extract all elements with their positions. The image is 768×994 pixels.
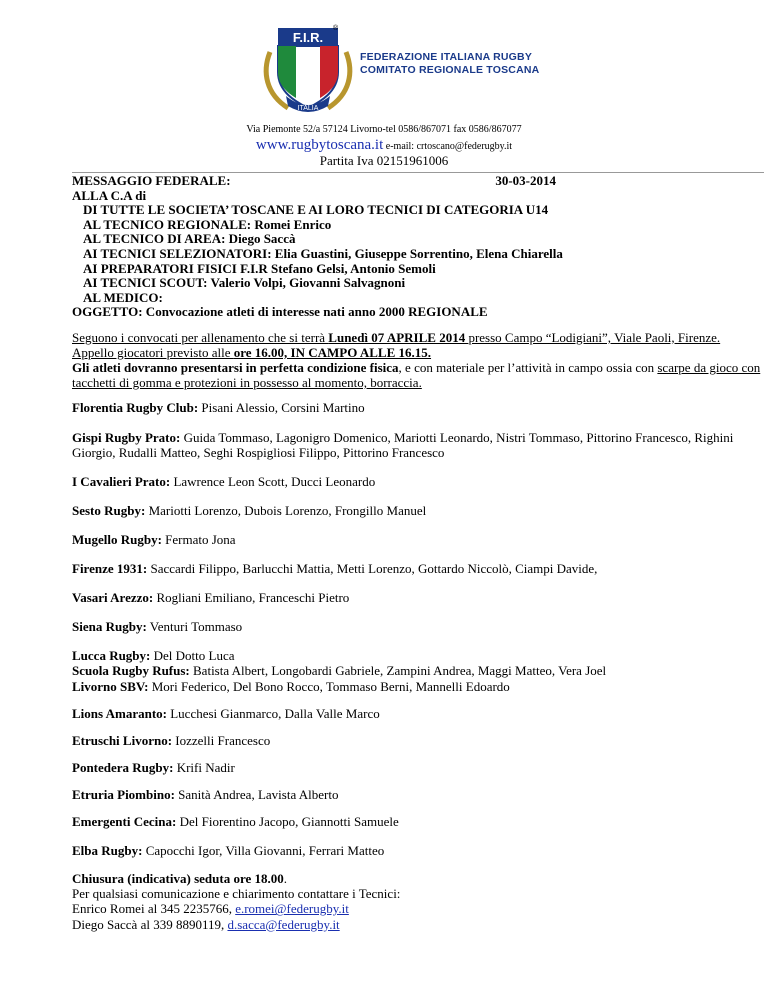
club-players: Saccardi Filippo, Barlucchi Mattia, Metti Lorenzo, Gottardo Niccolò, Ciampi Davide, [147,561,598,576]
club-players: Sanità Andrea, Lavista Alberto [174,787,339,802]
fir-shield-icon [258,22,358,114]
recipient-line: AI TECNICI SELEZIONATORI: Elia Guastini, Giuseppe Sorrentino, Elena Chiarella [83,245,563,261]
closing-time-text: Chiusura (indicativa) seduta ore 18.00 [72,871,284,886]
club-players: Iozzelli Francesco [172,733,271,748]
club-entry [72,619,762,634]
address-line: Via Piemonte 52/a 57124 Livorno-tel 0586/867071 fax 0586/867077 [246,124,522,135]
club-name: Livorno SBV: [72,679,149,694]
club-entry [72,430,762,460]
club-entry [72,706,762,721]
club-entry [72,400,762,415]
equipment-info [72,360,762,390]
intro-paragraph [72,330,762,390]
club-name: Sesto Rugby: [72,503,146,518]
club-name: Lions Amaranto: [72,706,167,721]
club-entry [72,503,762,518]
club-name: Etruschi Livorno: [72,733,173,748]
club-name: Firenze 1931: [72,561,148,576]
closing-period: . [283,871,287,886]
club-entry [72,733,762,748]
recipient-line: DI TUTTE LE SOCIETA’ TOSCANE E AI LORO TECNICI DI CATEGORIA U14 [83,202,549,218]
message-date: 30-03-2014 [495,173,556,188]
message-subject: OGGETTO: Convocazione atleti di interesse nati anno 2000 REGIONALE [72,304,488,320]
club-name: Vasari Arezzo: [72,590,154,605]
club-players: Rogliani Emiliano, Franceschi Pietro [153,590,350,605]
fitness-note: Gli atleti dovranno presentarsi in perfetta condizione fisica [72,360,399,375]
club-players: Mori Federico, Del Bono Rocco, Tommaso Berni, Mannelli Edoardo [148,679,510,694]
website-link[interactable]: www.rugbytoscana.it [255,137,384,153]
closing-time [72,871,762,886]
club-entry [72,760,762,775]
closing-block [72,871,762,932]
message-title: MESSAGGIO FEDERALE: [72,173,231,188]
club-players: Lucchesi Gianmarco, Dalla Valle Marco [166,706,380,721]
club-players: Fermato Jona [161,532,236,547]
club-name: Emergenti Cecina: [72,814,177,829]
club-entry [72,663,762,678]
email-text: e-mail: crtoscano@federugby.it [383,141,513,152]
club-entry [72,843,762,858]
training-date: Lunedì 07 APRILE 2014 [328,330,469,345]
club-entry [72,474,762,489]
logo-fir-text: F.I.R. [292,30,324,45]
club-name: Siena Rugby: [72,619,147,634]
federation-name [360,51,539,77]
romei-email-link[interactable]: e.romei@federugby.it [235,901,349,917]
club-name: Scuola Rugby Rufus: [72,663,190,678]
club-entry [72,648,762,663]
club-entry [72,787,762,802]
equipment-list: scarpe da gioco con tacchetti di gomma e protezioni in possesso al momento, borraccia. [72,360,761,390]
contact-romei-text: Enrico Romei al 345 2235766, [72,901,236,917]
club-players: Batista Albert, Longobardi Gabriele, Zampini Andrea, Maggi Matteo, Vera Joel [189,663,607,678]
club-name: Elba Rugby: [72,843,143,858]
club-players: Guida Tommaso, Lagonigro Domenico, Mariotti Leonardo, Nistri Tommaso, Pittorino Francesco, Righini Giorgio, Rudalli Matteo, Seghi Rospigliosi Filippo, Pittorino Francesco [72,430,734,460]
club-entry [72,814,762,829]
club-name: Florentia Rugby Club: [72,400,199,415]
club-players: Krifi Nadir [173,760,235,775]
club-entry [72,679,762,694]
contact-intro: Per qualsiasi comunicazione e chiarimento contattare i Tecnici: [72,886,401,902]
intro-text: presso Campo “Lodigiani”, Viale Paoli, Firenze. Appello giocatori previsto alle [72,330,721,360]
club-entry [72,590,762,605]
club-name: Etruria Piombino: [72,787,175,802]
club-players: Mariotti Lorenzo, Dubois Lorenzo, Frongillo Manuel [145,503,427,518]
equipment-text: , e con materiale per l’attività in campo ossia con [398,360,658,375]
club-entry [72,532,762,547]
registered-mark: ® [333,25,339,32]
message-header [72,174,762,320]
contact-sacca [72,917,762,932]
club-name: Gispi Rugby Prato: [72,430,181,445]
club-name: Lucca Rugby: [72,648,151,663]
club-name: I Cavalieri Prato: [72,474,171,489]
web-line [0,137,768,154]
federation-line-2: COMITATO REGIONALE TOSCANA [360,64,540,76]
club-entry [72,561,762,576]
club-players: Pisani Alessio, Corsini Martino [198,400,365,415]
club-players: Lawrence Leon Scott, Ducci Leonardo [170,474,376,489]
message-to: ALLA C.A di [72,187,147,203]
partita-iva: Partita Iva 02151961006 [319,153,449,168]
logo-ribbon-text: ITALIA [297,105,319,112]
sacca-email-link[interactable]: d.sacca@federugby.it [227,916,340,932]
contact-sacca-text: Diego Saccà al 339 8890119, [72,916,228,932]
club-players: Del Fiorentino Jacopo, Giannotti Samuele [176,814,399,829]
federation-line-1: FEDERAZIONE ITALIANA RUGBY [360,51,533,63]
club-players: Venturi Tommaso [146,619,243,634]
club-name: Pontedera Rugby: [72,760,174,775]
training-info [72,330,762,360]
intro-text: Seguono i convocati per allenamento che si terrà [72,330,329,345]
training-time: ore 16.00, IN CAMPO ALLE 16.15. [233,345,432,360]
recipient-line: AI TECNICI SCOUT: Valerio Volpi, Giovanni Salvagnoni [83,275,406,291]
recipient-line: AL TECNICO DI AREA: Diego Saccà [83,231,296,247]
recipient-line: AL MEDICO: [83,289,163,305]
recipient-line: AI PREPARATORI FISICI F.I.R Stefano Gelsi, Antonio Semoli [83,260,436,276]
recipient-line: AL TECNICO REGIONALE: Romei Enrico [83,216,332,232]
club-players: Del Dotto Luca [150,648,235,663]
club-players: Capocchi Igor, Villa Giovanni, Ferrari Matteo [142,843,385,858]
club-name: Mugello Rugby: [72,532,162,547]
contact-romei [72,901,762,916]
